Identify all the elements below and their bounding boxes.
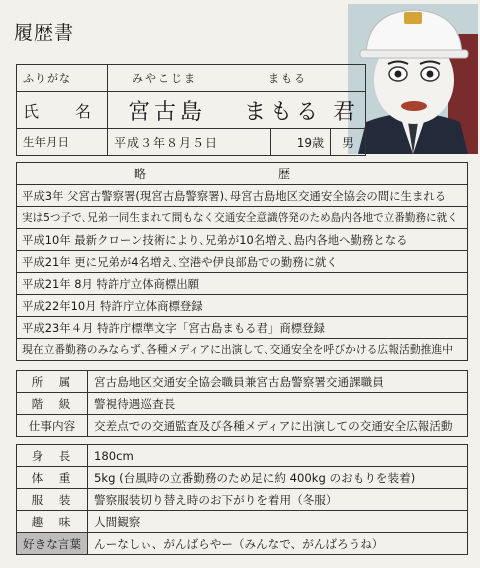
work-label: 仕事内容 bbox=[17, 415, 88, 437]
history-row: 平成22年10月 特許庁立体商標登録 bbox=[17, 295, 468, 317]
history-row: 平成21年 8月 特許庁立体商標出願 bbox=[17, 273, 468, 295]
favorite-phrase-label: 好きな言葉 bbox=[17, 533, 88, 555]
clothing-value: 警察服装切り替え時のお下がりを着用（冬服） bbox=[88, 489, 468, 511]
hobby-value: 人間観察 bbox=[88, 511, 468, 533]
affiliation-value: 宮古島地区交通安全協会職員兼宮古島警察署交通課職員 bbox=[88, 371, 468, 393]
history-table bbox=[16, 162, 468, 361]
work-value: 交差点での交通監査及び各種メディアに出演しての交通安全広報活動 bbox=[88, 415, 468, 437]
clothing-label: 服 装 bbox=[17, 489, 88, 511]
history-row: 現在立番勤務のみならず､各種メディアに出演して､交通安全を呼びかける広報活動推進中 bbox=[17, 339, 468, 361]
height-label: 身 長 bbox=[17, 445, 88, 467]
history-row: 平成23年４月 特許庁標準文字「宮古島まもる君」商標登録 bbox=[17, 317, 468, 339]
job-table bbox=[16, 370, 468, 437]
name-label: 氏 名 bbox=[17, 92, 108, 129]
rank-label: 階 級 bbox=[17, 393, 88, 415]
sex-value: 男 bbox=[331, 129, 366, 156]
height-value: 180cm bbox=[88, 445, 468, 467]
mannequin-portrait-image bbox=[348, 4, 478, 154]
hobby-label: 趣 味 bbox=[17, 511, 88, 533]
full-name bbox=[108, 92, 366, 129]
name-given: まもる bbox=[244, 99, 323, 125]
portrait-photo bbox=[348, 4, 478, 154]
furigana-given: まもる bbox=[268, 72, 308, 85]
history-row: 実は5つ子で､兄弟一同生まれて間もなく交通安全意識啓発のため島内各地で立番勤務に就く bbox=[17, 207, 468, 229]
age-value: 19歳 bbox=[271, 129, 331, 156]
favorite-phrase-value: んーなしぃ、がんばらやー（みんなで、がんばろうね） bbox=[88, 533, 468, 555]
furigana-label: ふりがな bbox=[17, 65, 108, 92]
weight-value: 5kg (台風時の立番勤務のため足に約 400kg のおもりを装着) bbox=[88, 467, 468, 489]
history-row: 平成21年 更に兄弟が4名増え､空港や伊良部島での勤務に就く bbox=[17, 251, 468, 273]
rank-value: 警視待遇巡査長 bbox=[88, 393, 468, 415]
birth-date: 平成３年８月５日 bbox=[108, 129, 271, 156]
document-title: 履歴書 bbox=[14, 22, 75, 44]
affiliation-label: 所 属 bbox=[17, 371, 88, 393]
furigana-value bbox=[108, 65, 366, 92]
birth-label: 生年月日 bbox=[17, 129, 108, 156]
name-family: 宮古島 bbox=[128, 99, 207, 125]
history-header: 略 歴 bbox=[17, 163, 468, 185]
name-table bbox=[16, 64, 366, 156]
furigana-family: みやこじま bbox=[132, 72, 198, 85]
name-suffix: 君 bbox=[333, 99, 360, 125]
history-row: 平成10年 最新クローン技術により､兄弟が10名増え､島内各地へ勤務となる bbox=[17, 229, 468, 251]
attributes-table bbox=[16, 444, 468, 555]
weight-label: 体 重 bbox=[17, 467, 88, 489]
history-row: 平成3年 父宮古警察署(現宮古島警察署)､母宮古島地区交通安全協会の間に生まれる bbox=[17, 185, 468, 207]
